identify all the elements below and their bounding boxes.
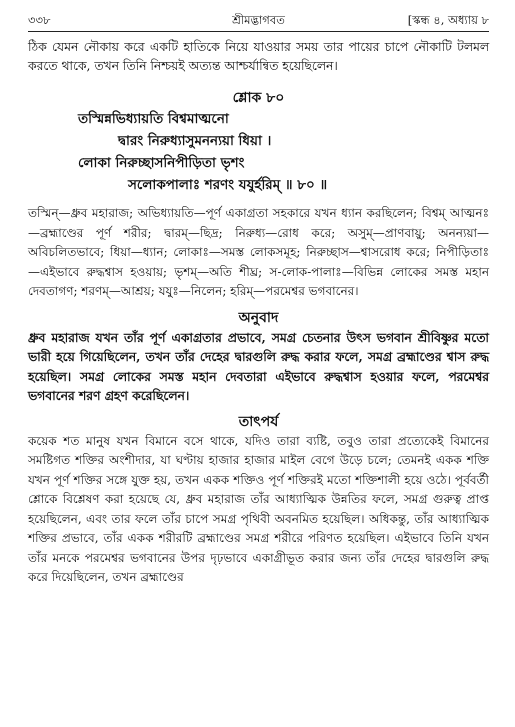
running-title: শ্রীমদ্ভাগবত [232,13,285,27]
header-rule [28,31,489,32]
page-content [28,38,489,588]
purport-paragraph: কয়েক শত মানুষ যখন বিমানে বসে থাকে, যদিও তারা ব্যষ্টি, তবুও তারা প্রত্যেকেই বিমানের সমষ্টিগত শক্তির অংশীদার, যা ঘণ্টায় হাজার হাজার মাইল বেগে উড়ে চলে; তেমনই একক শক্তি যখন পূর্ণ শক্তির সঙ্গে যুক্ত হয়, তখন একক শক্তিও পূর্ণ শক্তিরই মতো শক্তিশালী হয়ে ওঠে। পূর্ববর্তী শ্লোকে বিশ্লেষণ করা হয়েছে যে, ধ্রুব মহারাজ তাঁর আধ্যাত্মিক উন্নতির ফলে, সমগ্র গুরুত্ব প্রাপ্ত হয়েছিলেন, এবং তার ফলে তাঁর চাপে সমগ্র পৃথিবী অবনমিত হয়েছিল। অধিকন্তু, তাঁর আধ্যাত্মিক শক্তির প্রভাবে, তাঁর একক শরীরটি ব্রহ্মাণ্ডের সমগ্র শরীরে পরিণত হয়েছিল। এইভাবে তিনি যখন তাঁর মনকে পরমেশ্বর ভগবানের উপর দৃঢ়ভাবে একাগ্রীভূত করার জন্য তাঁর দেহের দ্বারগুলি রুদ্ধ করে দিয়েছিলেন, তখন ব্রহ্মাণ্ডের [28,433,489,584]
verse-line-3: লোকা নিরুচ্ছাসনিপীড়িতা ভৃশং [78,155,245,171]
translation-paragraph: ধ্রুব মহারাজ যখন তাঁর পূর্ণ একাগ্রতার প্রভাবে, সমগ্র চেতনার উৎস ভগবান শ্রীবিষ্ণুর মতো ভারী হয়ে গিয়েছিলেন, তখন তাঁর দেহের দ্বারগুলি রুদ্ধ করার ফলে, সমগ্র ব্রহ্মাণ্ডের শ্বাস রুদ্ধ হয়েছিল। সমগ্র লোকের সমস্ত মহান দেবতারা এইভাবে রুদ্ধশ্বাস হওয়ার ফলে, পরমেশ্বর ভগবানের শরণ গ্রহণ করেছিলেন। [28,329,489,403]
verse-line-1: তস্মিন্নভিধ্যায়তি বিশ্বমাত্মনো [78,111,229,127]
synonyms-paragraph: তস্মিন্—ধ্রুব মহারাজ; অভিধ্যায়তি—পূর্ণ একাগ্রতা সহকারে যখন ধ্যান করছিলেন; বিশ্বম্ আত্মনঃ—ব্রহ্মাণ্ডের পূর্ণ শরীর; দ্বারম্—ছিদ্র; নিরুধ্য—রোধ করে; অসুম্—প্রাণবায়ু; অনন্যয়া—অবিচলিতভাবে; ধিয়া—ধ্যান; লোকাঃ—সমস্ত লোকসমূহ; নিরুচ্ছাস—শ্বাসরোধ করে; নিপীড়িতাঃ—এইভাবে রুদ্ধশ্বাস হওয়ায়; ভৃশম্—অতি শীঘ্র; স-লোক-পালাঃ—বিভিন্ন লোকের সমস্ত মহান দেবতাগণ; শরণম্—আশ্রয়; যযুঃ—নিলেন; হরিম্—পরমেশ্বর ভগবানের। [28,206,489,298]
page-header [28,10,489,30]
verse-label: শ্লোক ৮০ [232,90,285,106]
translation-heading: অনুবাদ [238,309,279,326]
intro-paragraph: ঠিক যেমন নৌকায় করে একটি হাতিকে নিয়ে যাওয়ার সময় তার পায়ের চাপে নৌকাটি টলমল করতে থাকে, তখন তিনি নিশ্চয়ই অত্যন্ত আশ্চর্যান্বিত হয়েছিলেন। [28,40,489,73]
page-number: ৩৩৮ [28,13,51,27]
verse-line-4: সলোকপালাঃ শরণং যযুর্হরিম্ ॥ ৮০ ॥ [128,177,328,193]
canto-chapter-label: [স্কন্ধ ৪, অধ্যায় ৮ [407,13,489,27]
verse-line-2: দ্বারং নিরুধ্যাসুমনন্যয়া ধিয়া । [118,133,272,149]
purport-heading: তাৎপর্য [238,413,279,430]
